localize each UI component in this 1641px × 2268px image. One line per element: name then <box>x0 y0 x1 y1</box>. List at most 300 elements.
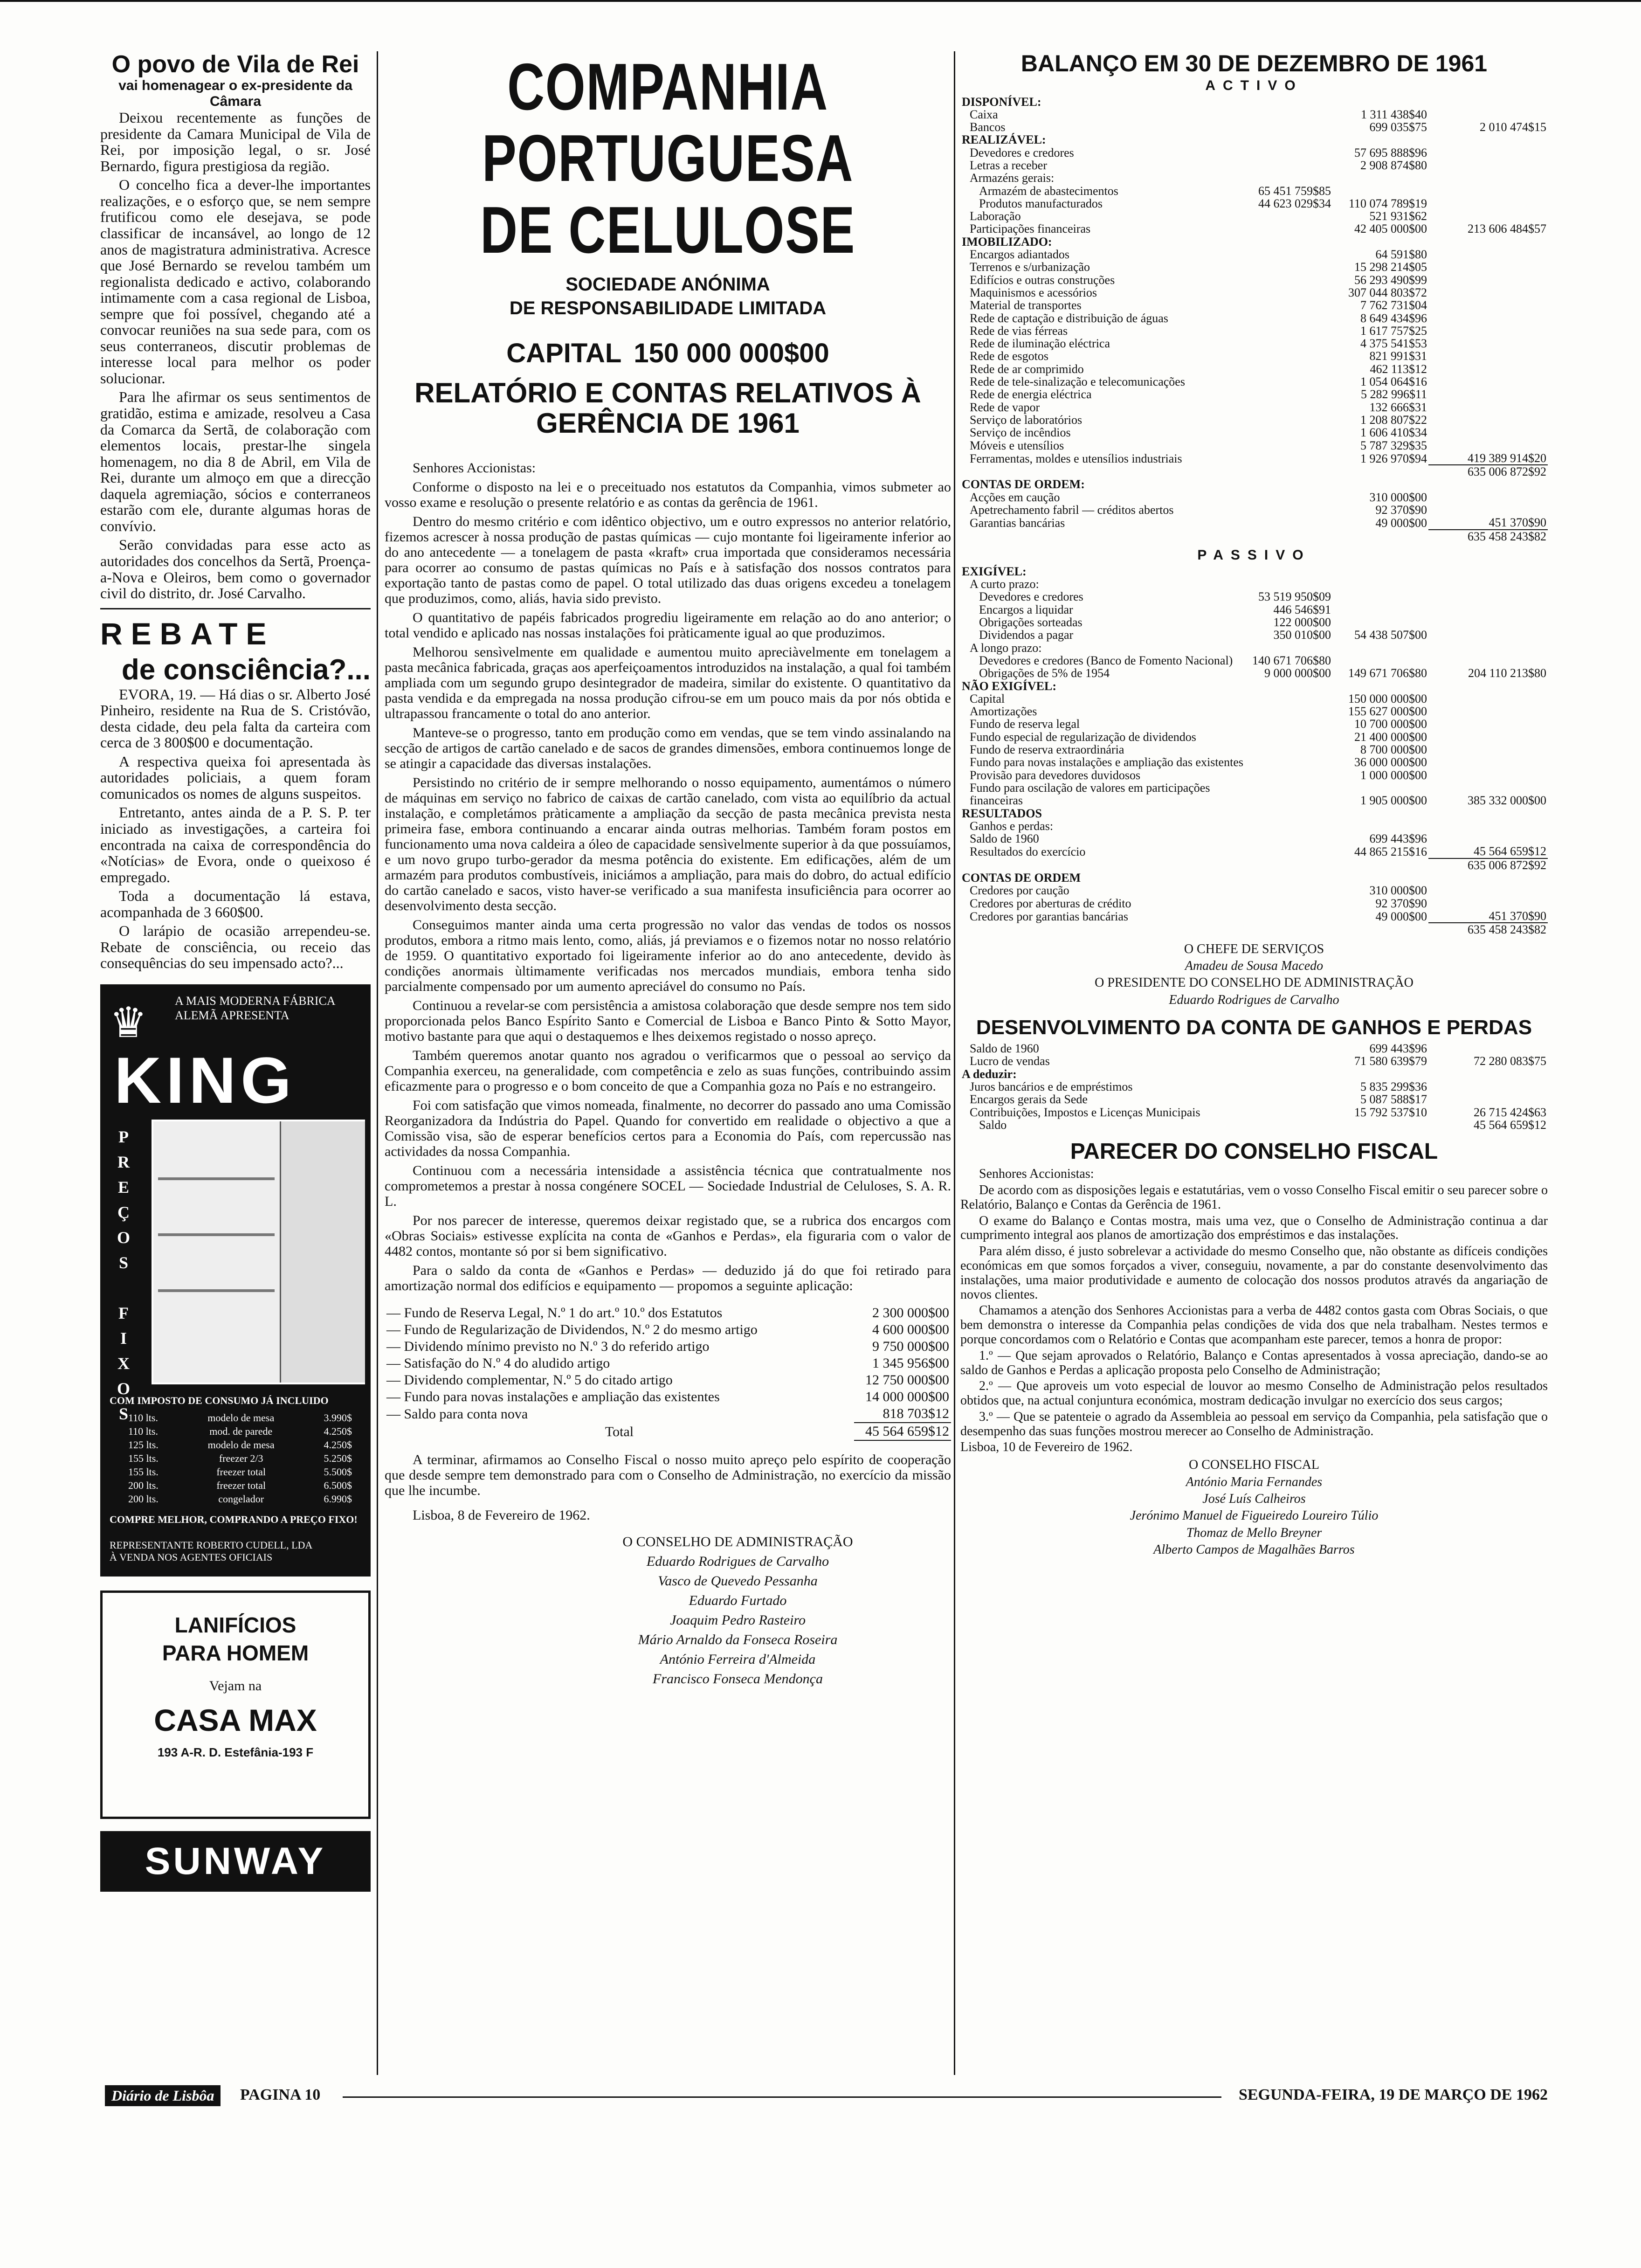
balance-value-c <box>1428 96 1548 108</box>
balance-value-a <box>1251 884 1332 897</box>
balance-item: Rede de vapor <box>970 400 1040 414</box>
balance-item: Devedores e credores <box>970 145 1074 159</box>
balance-item: Participações financeiras <box>970 222 1091 236</box>
parecer-paragraph: 1.º — Que sejam aprovados o Relatório, Balanço e Contas apresentados à vossa apreciação, dando-se ao saldo de Ganhos e Perdas a aplicação proposta pelo Conselho de Administração; <box>960 1348 1548 1377</box>
balance-value-b <box>1332 185 1428 197</box>
king-tagline: A MAIS MODERNA FÁBRICA ALEMÃ APRESENTA <box>175 994 335 1023</box>
balance-value-b: 1 606 410$34 <box>1360 426 1427 440</box>
balance-value-b: 4 375 541$53 <box>1360 337 1427 351</box>
balance-value-c <box>1428 133 1548 146</box>
king-model-row <box>128 1479 352 1492</box>
balance-value-a <box>1255 133 1332 146</box>
story2-paragraph: A respectiva queixa foi apresentada às autoridades policiais, a quem foram comunicados os nomes de alguns suspeitos. <box>100 753 371 802</box>
story1-subhead: vai homenagear o ex-presidente da Câmara <box>118 78 352 110</box>
application-label: Total <box>605 1424 634 1439</box>
king-model-model: mod. de parede <box>209 1425 273 1437</box>
balance-row <box>960 325 1548 337</box>
fiscal-member: António Maria Fernandes <box>1186 1474 1323 1489</box>
balance-item: Terrenos e s/urbanização <box>970 260 1090 274</box>
balance-value-b <box>1332 680 1428 692</box>
balance-row <box>960 185 1548 197</box>
balance-item: Edifícios e outras construções <box>970 273 1115 287</box>
balance-value-b: 155 627 000$00 <box>1348 705 1427 719</box>
balance-item: Obrigações sorteadas <box>979 615 1083 629</box>
left-column <box>100 51 371 1892</box>
balance-item: Encargos a liquidar <box>979 602 1073 616</box>
king-compre: COMPRE MELHOR, COMPRANDO A PREÇO FIXO! <box>110 1513 358 1525</box>
balance-value-c <box>1428 491 1548 504</box>
balance-value-b: 10 700 000$00 <box>1354 717 1427 731</box>
balance-row <box>960 756 1548 768</box>
sub-sociedade: SOCIEDADE ANÓNIMA <box>565 274 770 295</box>
balance-value-b: 110 074 789$19 <box>1348 196 1427 210</box>
balance-item: Juros bancários e de empréstimos <box>970 1079 1133 1093</box>
balance-row <box>960 491 1548 504</box>
balance-row <box>960 439 1548 452</box>
page-footer <box>100 2084 1548 2109</box>
balance-value-a <box>1255 248 1332 261</box>
balance-row <box>960 133 1548 146</box>
balance-item: A curto prazo: <box>970 577 1039 591</box>
report-paragraph: Conseguimos manter ainda uma certa progressão no valor das vendas de todos os nossos produtos, embora a ritmo mais lento, como, aliás, já previamos e o fizemos notar no nosso relatório de 1959. O quantitativo exportado foi ligeiramente inferior ao do ano antecedente, devido às condições anormais ùltimamente verificadas nos mercados mundiais, embora tenha sido parcialmente compensado por um aumento apreciável do consumo no País. <box>385 917 951 994</box>
king-price-list <box>128 1411 352 1506</box>
balance-value-c <box>1428 439 1548 452</box>
king-vertical-letter: F <box>118 1303 129 1322</box>
king-vertical-letter <box>114 1275 133 1300</box>
balance-value-c <box>1428 350 1548 362</box>
king-brand: KING <box>114 1043 296 1117</box>
king-model-model: freezer total <box>216 1466 266 1478</box>
balance-value-a <box>1255 426 1332 439</box>
balance-row <box>960 705 1548 718</box>
story2-paragraph: Entretanto, antes ainda de a P. S. P. ter iniciado as investigações, a carteira foi encontrada na caixa de correspondência do «Notícias» de Evora, onde o queixoso é empregado. <box>100 804 371 885</box>
balance-value-b: 1 000 000$00 <box>1360 768 1427 782</box>
balance-value-c <box>1428 603 1548 616</box>
balance-item: Letras a receber <box>970 158 1047 172</box>
application-label: — Fundo de Reserva Legal, N.º 1 do art.º 10.º dos Estatutos <box>386 1305 723 1321</box>
balance-value-c: 72 280 083$75 <box>1474 1054 1546 1068</box>
story2-subtitle: de consciência?... <box>121 653 371 686</box>
balance-value-b: 15 792 537$10 <box>1354 1105 1427 1119</box>
application-row <box>385 1305 951 1321</box>
balance-value-b: 49 000$00 <box>1375 909 1427 923</box>
page-number: PAGINA 10 <box>240 2086 321 2103</box>
board-member: Joaquim Pedro Rasteiro <box>669 1612 806 1628</box>
balance-value-b: 57 695 888$96 <box>1354 145 1427 159</box>
balance-value-b <box>1332 820 1428 832</box>
balance-value-c <box>1428 756 1548 768</box>
balance-value-c <box>1428 578 1548 590</box>
balance-value-c <box>1428 705 1548 718</box>
balance-row <box>960 172 1548 184</box>
balance-row <box>960 121 1548 133</box>
balance-value-b: 1 311 438$40 <box>1360 107 1427 121</box>
issue-date: SEGUNDA-FEIRA, 19 DE MARÇO DE 1962 <box>1238 2086 1548 2103</box>
king-vertical-letter: E <box>117 1177 129 1196</box>
balance-row <box>960 629 1548 641</box>
balance-row <box>960 210 1548 222</box>
sub-responsabilidade: DE RESPONSABILIDADE LIMITADA <box>509 298 827 319</box>
balance-value-c <box>1428 884 1548 897</box>
balance-row <box>960 871 1548 884</box>
balance-value-c: 204 110 213$80 <box>1468 666 1546 680</box>
balance-value-a <box>1251 858 1332 871</box>
balance-value-b <box>1332 603 1428 616</box>
masthead-line1: COMPANHIA PORTUGUESA <box>482 50 854 196</box>
balance-value-b <box>1332 654 1428 667</box>
balance-item: Encargos adiantados <box>970 248 1069 262</box>
balance-row <box>960 414 1548 426</box>
balance-value-c <box>1428 108 1548 121</box>
crown-icon: ♛ <box>110 1000 147 1046</box>
balance-value-a <box>1251 910 1332 923</box>
report-body <box>385 479 951 1293</box>
balance-item: Resultados do exercício <box>970 845 1086 859</box>
balance-row <box>960 248 1548 261</box>
balance-item: Garantias bancárias <box>970 516 1065 530</box>
balance-value-c <box>1428 274 1548 286</box>
balance-item: REALIZÁVEL: <box>962 133 1046 147</box>
balance-value-a <box>1255 274 1332 286</box>
king-vertical-letter: X <box>117 1354 130 1373</box>
balance-item: NÃO EXIGÍVEL: <box>962 679 1056 693</box>
balance-value-a: 44 623 029$34 <box>1258 196 1331 210</box>
balance-row <box>960 923 1548 936</box>
balance-item <box>960 923 1251 936</box>
chefe-title: O CHEFE DE SERVIÇOS <box>1184 941 1324 956</box>
balance-value-a <box>1255 530 1332 543</box>
application-value: 1 345 956$00 <box>872 1355 949 1371</box>
story1-paragraph: Serão convidadas para esse acto as autoridades dos concelhos da Sertã, Proença-a-Nova e Oleiros, bem como o governador civil do distrito, dr. José Carvalho. <box>100 536 371 602</box>
report-paragraph: Por nos parecer de interesse, queremos deixar registado que, se a rubrica dos encargos com «Obras Sociais» estivesse explícita na conta de «Ganhos e Perdas», ela figuraria com o valor de 4482 contos, montante só por si bem significativo. <box>385 1212 951 1259</box>
balance-item: Maquinismos e acessórios <box>970 285 1097 299</box>
application-label: — Fundo de Regularização de Dividendos, N.º 2 do mesmo artigo <box>386 1321 758 1337</box>
king-vertical-letter: S <box>118 1253 129 1272</box>
report-paragraph: O quantitativo de papéis fabricados progrediu ligeiramente em relação ao do ano anterior; o total vendido e aplicado nas nossas instalações foi pràticamente igual ao que produzimos. <box>385 609 951 641</box>
balance-row <box>960 363 1548 375</box>
balance-value-c <box>1428 1093 1548 1106</box>
balance-item: Apetrechamento fabril — créditos abertos <box>970 503 1174 517</box>
application-value: 14 000 000$00 <box>865 1389 949 1404</box>
balance-value-c <box>1428 159 1548 172</box>
report-paragraph: Continuou a revelar-se com persistência a amistosa colaboração que desde sempre nos tem sido proporcionada pelos Banco Espírito Santo e Comercial de Lisboa e Banco Pinto & Sotto Mayor, motivo bastante para que aqui o destaquemos e lhes deixemos registado o nosso apreço. <box>385 997 951 1044</box>
balance-value-a <box>1251 769 1332 781</box>
balance-value-b <box>1332 590 1428 603</box>
application-label: — Fundo para novas instalações e ampliação das existentes <box>386 1389 720 1404</box>
balance-item: Rede de vias férreas <box>970 324 1068 338</box>
balance-row <box>960 504 1548 516</box>
report-paragraph: Conforme o disposto na lei e o preceituado nos estatutos da Companhia, vimos submeter ao vosso exame e resolução o presente relatório e as contas da gerência de 1961. <box>385 479 951 510</box>
balance-value-a <box>1255 312 1332 325</box>
king-model-price: 4.250$ <box>324 1438 352 1451</box>
closing-paragraph: A terminar, afirmamos ao Conselho Fiscal o nosso muito apreço pelo espírito de cooperação que desde sempre tem demonstrado para com o Conselho de Administração, no exercício da missão que lhe incumbe. <box>385 1452 951 1498</box>
report-paragraph: Dentro do mesmo critério e com idêntico objectivo, um e outro expressos no anterior relatório, fizemos acrescer à nossa produção de pastas químicas — cujo montante foi ligeiramente inferior ao do ano antecedente — a tonelagem de pasta «kraft» crua importada que consideramos necessária para ocorrer ao consumo de pastas químicas no País e à satisfação dos nossos contratos para exportação tanto de pastas como de papel. O total utilizado das duas origens excedeu a tonelagem que produzimos, como, aliás, havia sido previsto. <box>385 513 951 606</box>
presidente-title: O PRESIDENTE DO CONSELHO DE ADMINISTRAÇÃO <box>1095 975 1413 990</box>
balance-value-b: 821 991$31 <box>1369 349 1427 363</box>
balance-row <box>960 718 1548 730</box>
balance-row <box>960 1055 1548 1067</box>
king-model-size: 155 lts. <box>128 1466 159 1478</box>
balance-row <box>960 731 1548 743</box>
balance-item: Fundo para oscilação de valores em participações financeiras <box>970 781 1210 808</box>
ad-king-refrigerators <box>100 984 371 1577</box>
balance-item: Serviço de incêndios <box>970 426 1071 440</box>
balance-item: DISPONÍVEL: <box>962 95 1041 109</box>
parecer-body <box>960 1183 1548 1439</box>
application-label: — Dividendo mínimo previsto no N.º 3 do referido artigo <box>386 1338 710 1354</box>
balance-row <box>960 96 1548 108</box>
parecer-board-title: O CONSELHO FISCAL <box>1188 1458 1320 1473</box>
balance-value-c <box>1428 286 1548 299</box>
ganhos-table <box>960 1042 1548 1131</box>
balance-value-a <box>1251 807 1332 820</box>
balance-value-a <box>1251 680 1332 692</box>
balance-value-c <box>1428 680 1548 692</box>
king-rep-name: REPRESENTANTE ROBERTO CUDELL, LDA <box>110 1539 313 1551</box>
balance-value-b: 462 113$12 <box>1370 362 1427 376</box>
fiscal-member: José Luís Calheiros <box>1202 1492 1306 1507</box>
application-table <box>385 1305 951 1441</box>
balance-value-a <box>1255 286 1332 299</box>
balance-value-a: 53 519 950$09 <box>1258 590 1331 604</box>
balance-item: Contribuições, Impostos e Licenças Municipais <box>970 1105 1200 1119</box>
balance-row <box>960 350 1548 362</box>
balance-item: Laboração <box>970 209 1021 223</box>
balance-value-a <box>1251 820 1332 832</box>
balance-row <box>960 1093 1548 1106</box>
balance-value-a <box>1251 578 1332 590</box>
balance-row <box>960 820 1548 832</box>
balance-value-a <box>1255 388 1332 401</box>
king-model-row <box>128 1424 352 1438</box>
activo-label: ACTIVO <box>1205 77 1303 93</box>
balance-row <box>960 401 1548 414</box>
parecer-signatures <box>960 1474 1548 1559</box>
balance-value-c <box>1428 565 1548 578</box>
balance-value-a <box>1255 325 1332 337</box>
balance-value-b: 699 035$75 <box>1369 120 1427 134</box>
balance-value-b: 1 905 000$00 <box>1360 794 1427 808</box>
balance-value-a <box>1255 235 1332 248</box>
top-rule <box>0 0 1641 2</box>
king-model-model: congelador <box>218 1493 264 1505</box>
refrigerator-image <box>152 1120 365 1384</box>
king-model-row <box>128 1492 352 1506</box>
board-member: Vasco de Quevedo Pessanha <box>658 1573 818 1589</box>
story1-body <box>100 110 371 601</box>
balance-value-b <box>1332 642 1428 654</box>
balance-value-a: 122 000$00 <box>1273 615 1331 629</box>
balance-item <box>960 465 1255 478</box>
salutation: Senhores Accionistas: <box>413 460 536 476</box>
balance-row <box>960 1119 1548 1131</box>
king-model-price: 5.500$ <box>324 1466 352 1478</box>
balance-item: Fundo para novas instalações e ampliação das existentes <box>970 755 1243 769</box>
balance-value-a <box>1255 350 1332 362</box>
balance-item: Armazém de abastecimentos <box>979 184 1118 198</box>
application-label: — Dividendo complementar, N.º 5 do citado artigo <box>386 1372 673 1388</box>
balance-row <box>960 159 1548 172</box>
balance-value-b <box>1332 923 1428 936</box>
paper-logo: Diário de Lisbôa <box>105 2085 221 2106</box>
balance-value-c <box>1428 248 1548 261</box>
balance-row <box>960 845 1548 858</box>
king-vertical-letter: R <box>117 1152 130 1171</box>
balance-value-c <box>1428 871 1548 884</box>
balance-value-a <box>1255 452 1332 465</box>
balance-value-c <box>1428 261 1548 273</box>
balance-item: Encargos gerais da Sede <box>970 1093 1088 1106</box>
balance-value-c <box>1428 616 1548 629</box>
balance-row <box>960 769 1548 781</box>
report-paragraph: Manteve-se o progresso, tanto em produção como em vendas, que se tem vindo assinalando na secção de artigos de cartão canelado e de sacos de grandes dimensões, embora continuemos longe de se atingir a capacidade das diversas instalações. <box>385 725 951 771</box>
balance-item: CONTAS DE ORDEM: <box>962 477 1085 491</box>
ganhos-title: DESENVOLVIMENTO DA CONTA DE GANHOS E PERDAS <box>976 1016 1532 1039</box>
balance-value-b: 521 931$62 <box>1369 209 1427 223</box>
balance-value-b: 699 443$96 <box>1369 832 1427 846</box>
casa-line1: LANIFÍCIOS <box>174 1612 296 1637</box>
balance-value-c: 419 389 914$20 <box>1468 451 1546 465</box>
board-member: Francisco Fonseca Mendonça <box>653 1671 823 1687</box>
balance-value-c <box>1428 654 1548 667</box>
balance-row <box>960 807 1548 820</box>
balance-value-a <box>1255 108 1332 121</box>
balance-item: Material de transportes <box>970 298 1082 312</box>
balance-value-a: 65 451 759$85 <box>1258 184 1331 198</box>
balance-value-a <box>1255 375 1332 388</box>
balance-value-b <box>1332 1068 1428 1080</box>
king-model-price: 6.500$ <box>324 1479 352 1491</box>
report-paragraph: Foi com satisfação que vimos nomeada, finalmente, no decorrer do passado ano uma Comissão Reorganizadora da Indústria do Papel. Quando for convertido em realidade o objectivo a que a Comissão visa, são de esperar benefícios certos para a Economia do País, com repercussão nas actividades da nossa Companhia. <box>385 1097 951 1159</box>
king-model-model: modelo de mesa <box>207 1438 275 1451</box>
balance-row <box>960 743 1548 756</box>
balance-value-c <box>1428 590 1548 603</box>
casa-address: 193 A-R. D. Estefânia-193 F <box>157 1745 314 1760</box>
balance-item: Amortizações <box>970 705 1037 719</box>
balance-item: Produtos manufacturados <box>979 196 1103 210</box>
balance-value-c <box>1428 197 1548 210</box>
balance-value-c <box>1428 1068 1548 1080</box>
balance-row <box>960 388 1548 401</box>
balance-value-c: 2 010 474$15 <box>1480 120 1546 134</box>
balance-row <box>960 1106 1548 1119</box>
balance-item: Saldo de 1960 <box>970 832 1039 846</box>
report-paragraph: Também queremos anotar quanto nos agradou o verificarmos que o pessoal ao serviço da Companhia exerceu, na generalidade, com competência e zelo as suas funções, contribuindo assim eficazmente para o progresso e o bom conceito de que a Companhia goza no País e no estrangeiro. <box>385 1047 951 1094</box>
balance-value-a <box>1255 1042 1332 1055</box>
king-model-row <box>128 1411 352 1424</box>
divider <box>100 608 371 609</box>
balance-value-c: 45 564 659$12 <box>1474 844 1546 858</box>
balance-item: A deduzir: <box>962 1067 1017 1081</box>
balance-row <box>960 832 1548 845</box>
balance-item: Fundo de reserva legal <box>970 717 1080 731</box>
balance-item: CONTAS DE ORDEM <box>962 871 1081 885</box>
balance-item: EXIGÍVEL: <box>962 564 1027 578</box>
chefe-name: Amadeu de Sousa Macedo <box>1185 958 1324 973</box>
balance-value-b: 150 000 000$00 <box>1348 691 1427 705</box>
balance-value-b <box>1332 172 1428 184</box>
balance-item: Obrigações de 5% de 1954 <box>979 666 1110 680</box>
balance-value-a <box>1255 1093 1332 1106</box>
parecer-paragraph: Para além disso, é justo sobrelevar a actividade do mesmo Conselho que, não obstante as difíceis condições económicas em que somos forçados a viver, conseguiu, novamente, a par do constante desenvolvimento das instalações, uma maior produtividade e aumento de colocação dos nossos produtos através da angariação de novos clientes. <box>960 1244 1548 1302</box>
parecer-title: PARECER DO CONSELHO FISCAL <box>1070 1139 1438 1164</box>
balance-row <box>960 299 1548 311</box>
balance-value-b: 15 298 214$05 <box>1354 260 1427 274</box>
king-model-model: freezer total <box>216 1479 266 1491</box>
balance-value-a <box>1251 756 1332 768</box>
balance-row <box>960 565 1548 578</box>
balance-row <box>960 337 1548 350</box>
report-paragraph: Continuou com a necessária intensidade a assistência técnica que contratualmente nos comprometemos a prestar à nossa congénere SOCEL — Sociedade Industrial de Celuloses, S. A. R. L. <box>385 1162 951 1209</box>
balance-value-b: 44 865 215$16 <box>1354 845 1427 859</box>
balance-item <box>960 530 1255 543</box>
balance-value-a <box>1255 465 1332 478</box>
application-label: — Saldo para conta nova <box>386 1406 528 1422</box>
balance-item: Credores por garantias bancárias <box>970 909 1129 923</box>
balance-value-a <box>1255 1106 1332 1119</box>
balance-row <box>960 654 1548 667</box>
balance-value-b <box>1332 530 1428 543</box>
balance-value-c: 635 458 243$82 <box>1428 923 1548 936</box>
balance-value-b <box>1332 565 1428 578</box>
king-venda: À VENDA NOS AGENTES OFICIAIS <box>110 1551 273 1563</box>
king-model-price: 5.250$ <box>324 1452 352 1464</box>
story2-paragraph: Toda a documentação lá estava, acompanhada de 3 660$00. <box>100 887 371 920</box>
balance-item: Bancos <box>970 120 1006 134</box>
board-title: O CONSELHO DE ADMINISTRAÇÃO <box>622 1534 853 1549</box>
middle-column <box>385 51 951 1689</box>
balance-row <box>960 465 1548 478</box>
balance-value-b: 1 208 807$22 <box>1360 413 1427 427</box>
balance-item: Lucro de vendas <box>970 1054 1050 1068</box>
report-paragraph: Persistindo no critério de ir sempre melhorando o nosso equipamento, aumentámos o número de máquinas em serviço no fabrico de caixas de cartão canelado, com vista ao equilíbrio da actual instalação, e completámos pràticamente a ampliação da secção de pasta mecânica prevista nesta primeira fase, embora continuando a encarar ainda outras melhorias. Também foram postos em funcionamento uma nova caldeira a óleo de capacidade sensìvelmente superior à da que possuíamos, e um novo grupo turbo-gerador da mesma potência do existente. Em edificações, além de um armazém para produtos combustíveis, iniciámos a ampliação, para mais do dobro, do actual edifício do cartão canelado e sacos, visto haver-se verificado a sua manifesta insuficiência para ocorrer ao desenvolvimento desta secção. <box>385 774 951 913</box>
balance-item: Rede de iluminação eléctrica <box>970 337 1110 351</box>
king-vertical-letter: S <box>118 1404 129 1423</box>
balance-value-c <box>1428 185 1548 197</box>
column-rule <box>377 51 378 2075</box>
balance-row <box>960 478 1548 491</box>
king-model-row <box>128 1438 352 1452</box>
passivo-table <box>960 565 1548 936</box>
balance-row <box>960 1080 1548 1093</box>
balance-row <box>960 884 1548 897</box>
balance-value-b: 8 700 000$00 <box>1360 743 1427 757</box>
king-vertical-letter: O <box>117 1228 130 1247</box>
balance-value-a <box>1251 705 1332 718</box>
balance-value-c <box>1428 820 1548 832</box>
balance-row <box>960 1042 1548 1055</box>
balance-value-c <box>1428 299 1548 311</box>
balance-value-a <box>1251 743 1332 756</box>
balance-value-c <box>1428 401 1548 414</box>
balance-value-b <box>1332 807 1428 820</box>
parecer-paragraph: De acordo com as disposições legais e estatutárias, vem o vosso Conselho Fiscal emitir o seu parecer sobre o Relatório, Balanço e Contas da Gerência de 1961. <box>960 1182 1548 1212</box>
story1-paragraph: Deixou recentemente as funções de presidente da Camara Municipal de Vila de Rei, por imposição legal, o sr. José Bernardo, figura prestigiosa da região. <box>100 109 371 174</box>
balance-value-c: 45 564 659$12 <box>1474 1118 1546 1132</box>
balance-value-b: 71 580 639$79 <box>1354 1054 1427 1068</box>
king-vertical-letter: P <box>118 1127 129 1146</box>
balance-value-a <box>1251 718 1332 730</box>
balance-value-c <box>1428 731 1548 743</box>
king-model-size: 200 lts. <box>128 1493 159 1505</box>
story2-paragraph: O larápio de ocasião arrependeu-se. Rebate de consciência, ou receio das consequências do seu impensado acto?... <box>100 922 371 972</box>
parecer-paragraph: Chamamos a atenção dos Senhores Accionistas para a verba de 4482 contos gasta com Obras Sociais, o que bem demonstra o interesse da Companhia pelas condições de vida dos que nela trabalham. Nestes termos e porque concordamos com o Relatório e Contas que acompanham este parecer, temos a honra de propor: <box>960 1303 1548 1347</box>
balance-value-c: 385 332 000$00 <box>1468 794 1546 808</box>
balance-item: Ganhos e perdas: <box>970 819 1054 833</box>
balance-value-c: 635 006 872$92 <box>1428 465 1548 478</box>
balance-item: Fundo de reserva extraordinária <box>970 743 1124 757</box>
balance-value-a <box>1255 1119 1332 1131</box>
